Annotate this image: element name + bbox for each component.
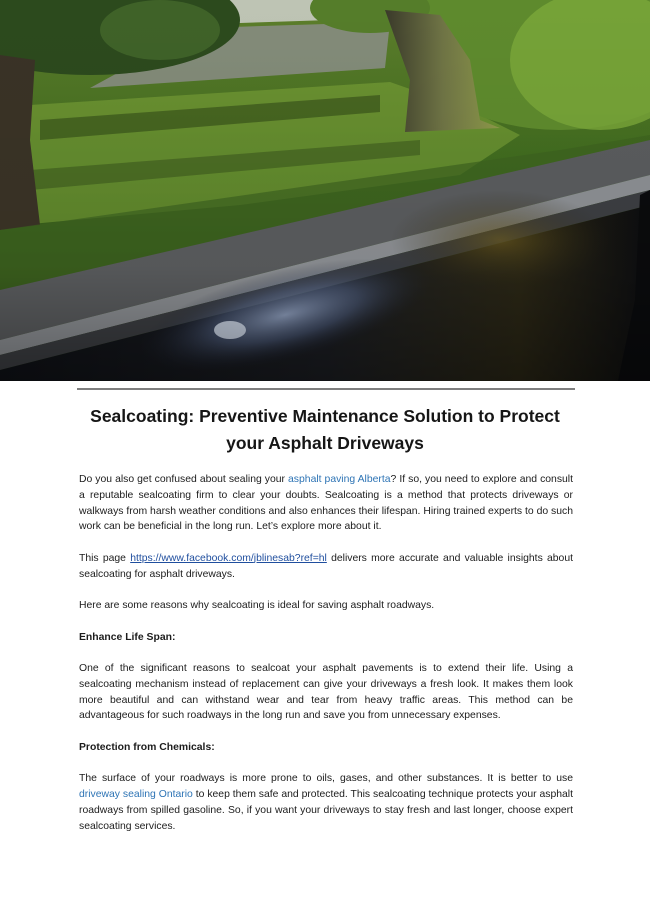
section-heading-life-span: Enhance Life Span:	[79, 631, 176, 643]
horizontal-rule	[77, 388, 575, 390]
intro-paragraph: Do you also get confused about sealing your asphalt paving Alberta? If so, you need to explore and consult a reputable sealcoating firm to clear your doubts. Sealcoating is a method that protects driveways or walkways from harsh weather conditions and also enhances their lifespan. Hiring trained experts to do such work can be beneficial in the long run. Let’s explore more about it.	[79, 474, 573, 533]
driveway-sealing-ontario-link[interactable]: driveway sealing Ontario	[79, 789, 193, 800]
reasons-intro: Here are some reasons why sealcoating is ideal for saving asphalt roadways.	[79, 600, 435, 611]
article-body	[79, 472, 573, 850]
life-span-paragraph: One of the significant reasons to sealcoat your asphalt pavements is to extend their life. Using a sealcoating mechanism instead of replacement can give your driveways a fresh look. It makes them look more beautiful and can withstand wear and tear from heavy traffic areas. This method can be advantageous for such roadways in the long run and save you from unnecessary expenses.	[79, 663, 573, 722]
facebook-paragraph: This page https://www.facebook.com/jblinesab?ref=hl delivers more accurate and valuable insights about sealcoating for asphalt driveways.	[79, 552, 573, 580]
article-title: Sealcoating: Preventive Maintenance Solution to Protect your Asphalt Driveways	[90, 406, 560, 453]
hero-image	[0, 0, 650, 381]
driveway-photo	[0, 0, 650, 381]
chemicals-paragraph: The surface of your roadways is more prone to oils, gases, and other substances. It is better to use driveway sealing Ontario to keep them safe and protected. This sealcoating technique protects your asphalt roadways from spilled gasoline. So, if you want your driveways to stay fresh and last longer, choose expert sealcoating services.	[79, 773, 573, 832]
section-heading-chemicals: Protection from Chemicals:	[79, 741, 215, 753]
facebook-page-link[interactable]: https://www.facebook.com/jblinesab?ref=hl	[130, 552, 327, 564]
asphalt-paving-alberta-link[interactable]: asphalt paving Alberta	[288, 474, 391, 485]
